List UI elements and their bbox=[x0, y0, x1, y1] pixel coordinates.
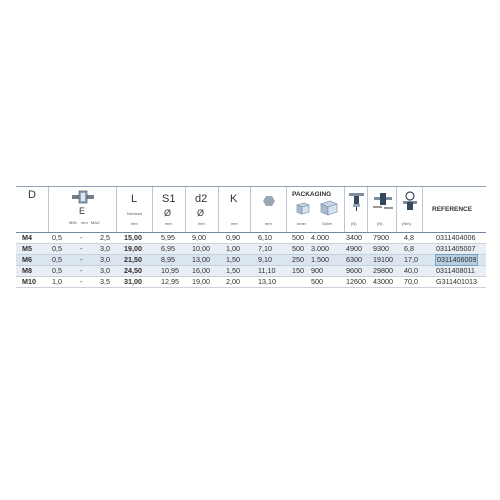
cell-n1: 12600 bbox=[346, 277, 366, 286]
table-row[interactable] bbox=[16, 233, 486, 244]
cell-emax: 2,5 bbox=[100, 233, 110, 242]
cell-outer: 3.000 bbox=[311, 244, 329, 253]
cell-inner: 250 bbox=[292, 255, 304, 264]
cell-outer: 900 bbox=[311, 266, 323, 275]
cell-n2: 19100 bbox=[373, 255, 393, 264]
header-packaging: PACKAGING bbox=[292, 191, 332, 198]
cell-inner: 500 bbox=[292, 244, 304, 253]
cell-l: 24,50 bbox=[124, 266, 142, 275]
col-s1 bbox=[152, 187, 186, 232]
cell-s1: 5,95 bbox=[161, 233, 175, 242]
inner-box-icon bbox=[295, 201, 311, 215]
cell-hex: 9,10 bbox=[258, 255, 272, 264]
header-n1: (N) bbox=[351, 221, 357, 226]
cell-outer: 1.500 bbox=[311, 255, 329, 264]
cell-ref[interactable]: 0311404006 bbox=[436, 233, 476, 242]
header-e: E bbox=[79, 206, 86, 216]
header-s1-unit: mm bbox=[165, 221, 172, 226]
cell-n2: 43000 bbox=[373, 277, 393, 286]
cell-dash: - bbox=[80, 233, 83, 242]
cell-dash: - bbox=[80, 266, 83, 275]
cell-n1: 4900 bbox=[346, 244, 362, 253]
cell-d: M6 bbox=[22, 255, 32, 264]
header-hex-unit: mm bbox=[265, 221, 272, 226]
cell-dash: - bbox=[80, 277, 83, 286]
cell-emax: 3,0 bbox=[100, 255, 110, 264]
header-k-unit: mm bbox=[231, 221, 238, 226]
rivet-grip-icon bbox=[69, 190, 97, 204]
cell-d2: 13,00 bbox=[192, 255, 210, 264]
cell-emin: 1,0 bbox=[52, 277, 62, 286]
cell-k: 2,00 bbox=[226, 277, 240, 286]
shear-load-icon bbox=[373, 191, 393, 211]
tensile-load-icon bbox=[348, 191, 365, 211]
header-d2-unit: mm bbox=[198, 221, 205, 226]
cell-emin: 0,5 bbox=[52, 244, 62, 253]
header-l-sub: Nominal bbox=[127, 211, 142, 216]
cell-l: 31,00 bbox=[124, 277, 142, 286]
cell-ref[interactable]: G311401013 bbox=[436, 277, 478, 286]
cell-l: 19,00 bbox=[124, 244, 142, 253]
col-n1 bbox=[344, 187, 368, 232]
cell-d: M8 bbox=[22, 266, 32, 275]
table-row[interactable] bbox=[16, 277, 486, 288]
col-hex bbox=[250, 187, 287, 232]
cell-s1: 6,95 bbox=[161, 244, 175, 253]
cell-nm: 6,8 bbox=[404, 244, 414, 253]
header-d: D bbox=[28, 189, 36, 201]
header-d2: d2 bbox=[195, 193, 208, 205]
cell-hex: 13,10 bbox=[258, 277, 276, 286]
cell-hex: 11,10 bbox=[258, 266, 276, 275]
col-nm bbox=[396, 187, 423, 232]
cell-emin: 0,5 bbox=[52, 255, 62, 264]
header-reference: REFERENCE bbox=[432, 206, 473, 213]
cell-emax: 3,0 bbox=[100, 266, 110, 275]
cell-nm: 40,0 bbox=[404, 266, 418, 275]
cell-ref[interactable]: 0311408011 bbox=[436, 266, 475, 275]
header-e-unit: mm bbox=[81, 220, 88, 225]
cell-emin: 0,5 bbox=[52, 233, 62, 242]
cell-outer: 4.000 bbox=[311, 233, 329, 242]
cell-hex: 7,10 bbox=[258, 244, 272, 253]
col-reference bbox=[422, 187, 487, 232]
cell-hex: 6,10 bbox=[258, 233, 272, 242]
cell-s1: 12,95 bbox=[161, 277, 179, 286]
cell-outer: 500 bbox=[311, 277, 323, 286]
cell-d: M10 bbox=[22, 277, 36, 286]
col-n2 bbox=[367, 187, 397, 232]
header-s1-diameter: Ø bbox=[164, 208, 172, 218]
col-e bbox=[48, 187, 117, 232]
cell-k: 1,50 bbox=[226, 255, 240, 264]
header-d2-diameter: Ø bbox=[197, 208, 205, 218]
cell-emax: 3,0 bbox=[100, 244, 110, 253]
header-n2: (N) bbox=[377, 221, 383, 226]
product-table bbox=[16, 186, 486, 288]
cell-k: 1,50 bbox=[226, 266, 240, 275]
cell-emax: 3,5 bbox=[100, 277, 110, 286]
header-l: L bbox=[131, 193, 138, 205]
cell-s1: 10,95 bbox=[161, 266, 179, 275]
table-row[interactable] bbox=[16, 266, 486, 277]
cell-l: 21,50 bbox=[124, 255, 142, 264]
cell-ref[interactable]: 0311405007 bbox=[436, 244, 476, 253]
cell-inner: 150 bbox=[292, 266, 304, 275]
cell-k: 0,90 bbox=[226, 233, 240, 242]
cell-nm: 17,0 bbox=[404, 255, 418, 264]
header-inner: Inner bbox=[297, 221, 307, 226]
cell-inner: 500 bbox=[292, 233, 304, 242]
header-outer: Outer bbox=[322, 221, 333, 226]
table-row[interactable] bbox=[16, 244, 486, 255]
header-k: K bbox=[230, 193, 238, 205]
cell-k: 1,00 bbox=[226, 244, 240, 253]
table-header bbox=[16, 186, 486, 233]
cell-d: M5 bbox=[22, 244, 32, 253]
cell-emin: 0,5 bbox=[52, 266, 62, 275]
hexagon-icon bbox=[263, 195, 275, 207]
header-nm: (Nm) bbox=[402, 221, 411, 226]
outer-box-icon bbox=[319, 199, 339, 216]
col-d bbox=[16, 187, 48, 232]
header-e-max: MAX bbox=[91, 220, 100, 225]
cell-d2: 9,00 bbox=[192, 233, 206, 242]
col-l bbox=[116, 187, 153, 232]
cell-d2: 19,00 bbox=[192, 277, 210, 286]
cell-n1: 6300 bbox=[346, 255, 362, 264]
table-row[interactable] bbox=[16, 255, 486, 266]
cell-n2: 29800 bbox=[373, 266, 393, 275]
header-l-unit: mm bbox=[131, 221, 138, 226]
cell-dash: - bbox=[80, 255, 83, 264]
cell-ref[interactable]: 0311406009 bbox=[437, 255, 477, 264]
cell-nm: 4,8 bbox=[404, 233, 414, 242]
col-packaging bbox=[286, 187, 345, 232]
cell-l: 15,00 bbox=[124, 233, 142, 242]
cell-s1: 8,95 bbox=[161, 255, 175, 264]
col-k bbox=[218, 187, 251, 232]
cell-n1: 3400 bbox=[346, 233, 362, 242]
col-d2 bbox=[185, 187, 219, 232]
cell-n1: 9600 bbox=[346, 266, 362, 275]
cell-d2: 16,00 bbox=[192, 266, 210, 275]
cell-dash: - bbox=[80, 244, 83, 253]
cell-n2: 9300 bbox=[373, 244, 389, 253]
cell-n2: 7900 bbox=[373, 233, 389, 242]
cell-nm: 70,0 bbox=[404, 277, 418, 286]
cell-d2: 10,00 bbox=[192, 244, 210, 253]
cell-d: M4 bbox=[22, 233, 32, 242]
header-s1: S1 bbox=[162, 193, 176, 205]
torque-icon bbox=[401, 190, 419, 212]
header-e-min: MIN. bbox=[69, 220, 78, 225]
